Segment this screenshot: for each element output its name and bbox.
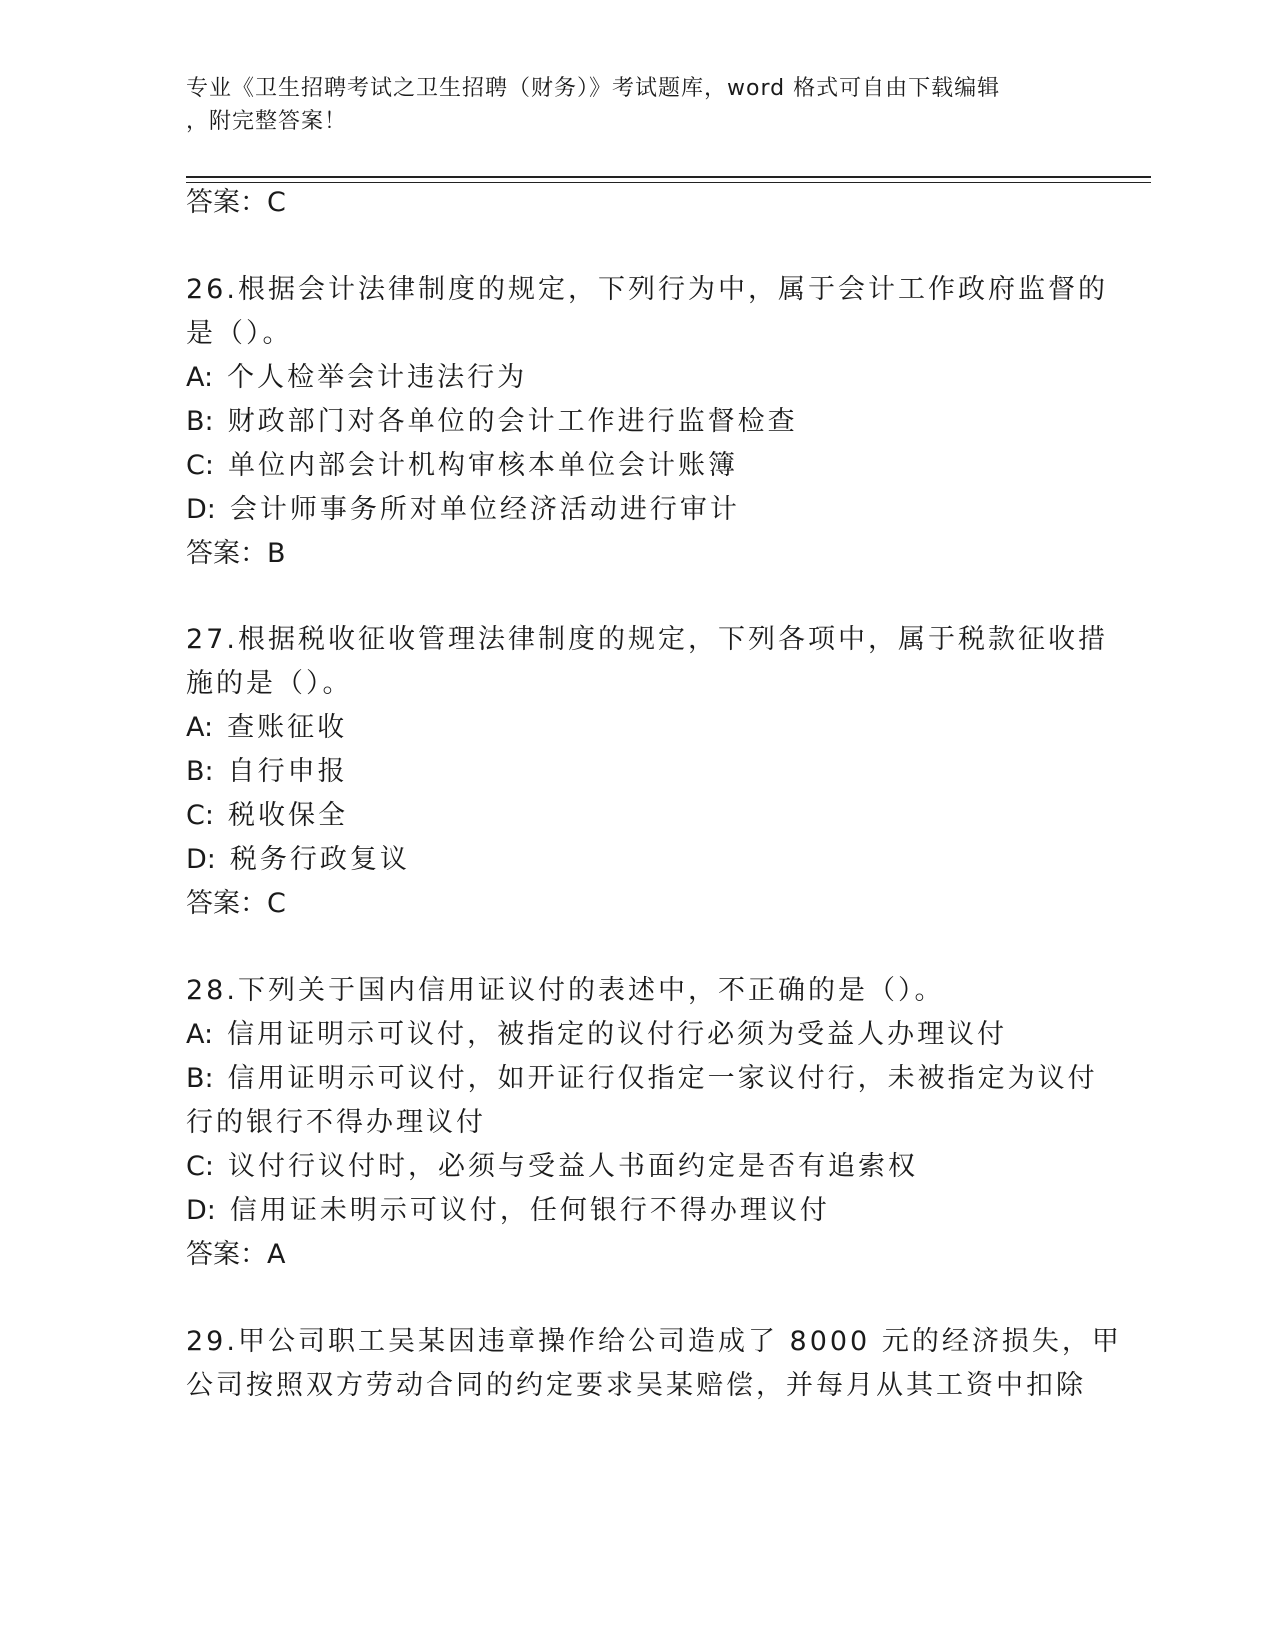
option-label: D: [186, 494, 216, 525]
question-28-option-b [186, 1061, 1098, 1097]
question-28-stem-line-1: 28.下列关于国内信用证议付的表述中，不正确的是（）。 [186, 975, 945, 1006]
option-label: C: [186, 1151, 214, 1182]
option-text: 自行申报 [227, 756, 348, 787]
question-28-option-d [186, 1193, 830, 1229]
option-text: 议付行议付时，必须与受益人书面约定是否有追索权 [227, 1151, 918, 1182]
question-26-stem-line-1: 26.根据会计法律制度的规定，下列行为中，属于会计工作政府监督的 [186, 274, 1108, 305]
option-label: B: [186, 406, 214, 437]
option-text: 税务行政复议 [229, 844, 410, 875]
question-27-option-d [186, 842, 410, 878]
option-text: 财政部门对各单位的会计工作进行监督检查 [227, 406, 798, 437]
header-divider-thin [186, 182, 1151, 183]
option-label: D: [186, 1195, 216, 1226]
option-label: B: [186, 1063, 214, 1094]
option-text: 个人检举会计违法行为 [227, 362, 528, 393]
question-28-option-c [186, 1149, 918, 1185]
question-28-option-b-continued: 行的银行不得办理议付 [186, 1107, 486, 1138]
question-27-stem-line-2: 施的是（）。 [186, 668, 353, 699]
option-label: A: [186, 1019, 214, 1050]
option-label: D: [186, 844, 216, 875]
question-26-option-b [186, 404, 798, 440]
question-27-option-c [186, 798, 348, 834]
question-29-stem-line-1: 29.甲公司职工吴某因违章操作给公司造成了 8000 元的经济损失，甲 [186, 1326, 1122, 1357]
option-label: C: [186, 800, 214, 831]
header-line-2: ，附完整答案！ [186, 109, 348, 134]
question-28-answer: 答案：A [186, 1239, 286, 1270]
option-label: B: [186, 756, 214, 787]
option-text: 单位内部会计机构审核本单位会计账簿 [227, 450, 738, 481]
question-27-option-b [186, 754, 348, 790]
question-27-answer: 答案：C [186, 888, 286, 919]
option-text: 会计师事务所对单位经济活动进行审计 [229, 494, 740, 525]
header-divider [186, 176, 1151, 178]
header-line-1: 专业《卫生招聘考试之卫生招聘（财务）》考试题库，word 格式可自由下载编辑 [186, 76, 1001, 101]
option-text: 信用证明示可议付，被指定的议付行必须为受益人办理议付 [227, 1019, 1008, 1050]
option-text: 信用证明示可议付，如开证行仅指定一家议付行，未被指定为议付 [227, 1063, 1098, 1094]
option-text: 税收保全 [227, 800, 348, 831]
question-28-option-a [186, 1017, 1007, 1053]
option-label: C: [186, 450, 214, 481]
question-26-option-a [186, 360, 527, 396]
question-26-option-d [186, 492, 740, 528]
question-26-stem-line-2: 是（）。 [186, 318, 293, 349]
question-29-stem-line-2: 公司按照双方劳动合同的约定要求吴某赔偿，并每月从其工资中扣除 [186, 1370, 1086, 1401]
option-text: 信用证未明示可议付，任何银行不得办理议付 [229, 1195, 830, 1226]
question-27-stem-line-1: 27.根据税收征收管理法律制度的规定，下列各项中，属于税款征收措 [186, 624, 1108, 655]
option-label: A: [186, 712, 214, 743]
document-header [186, 72, 1066, 138]
option-label: A: [186, 362, 214, 393]
question-27-option-a [186, 710, 347, 746]
question-26-option-c [186, 448, 738, 484]
previous-answer: 答案：C [186, 187, 286, 218]
question-26-answer: 答案：B [186, 538, 286, 569]
option-text: 查账征收 [227, 712, 348, 743]
